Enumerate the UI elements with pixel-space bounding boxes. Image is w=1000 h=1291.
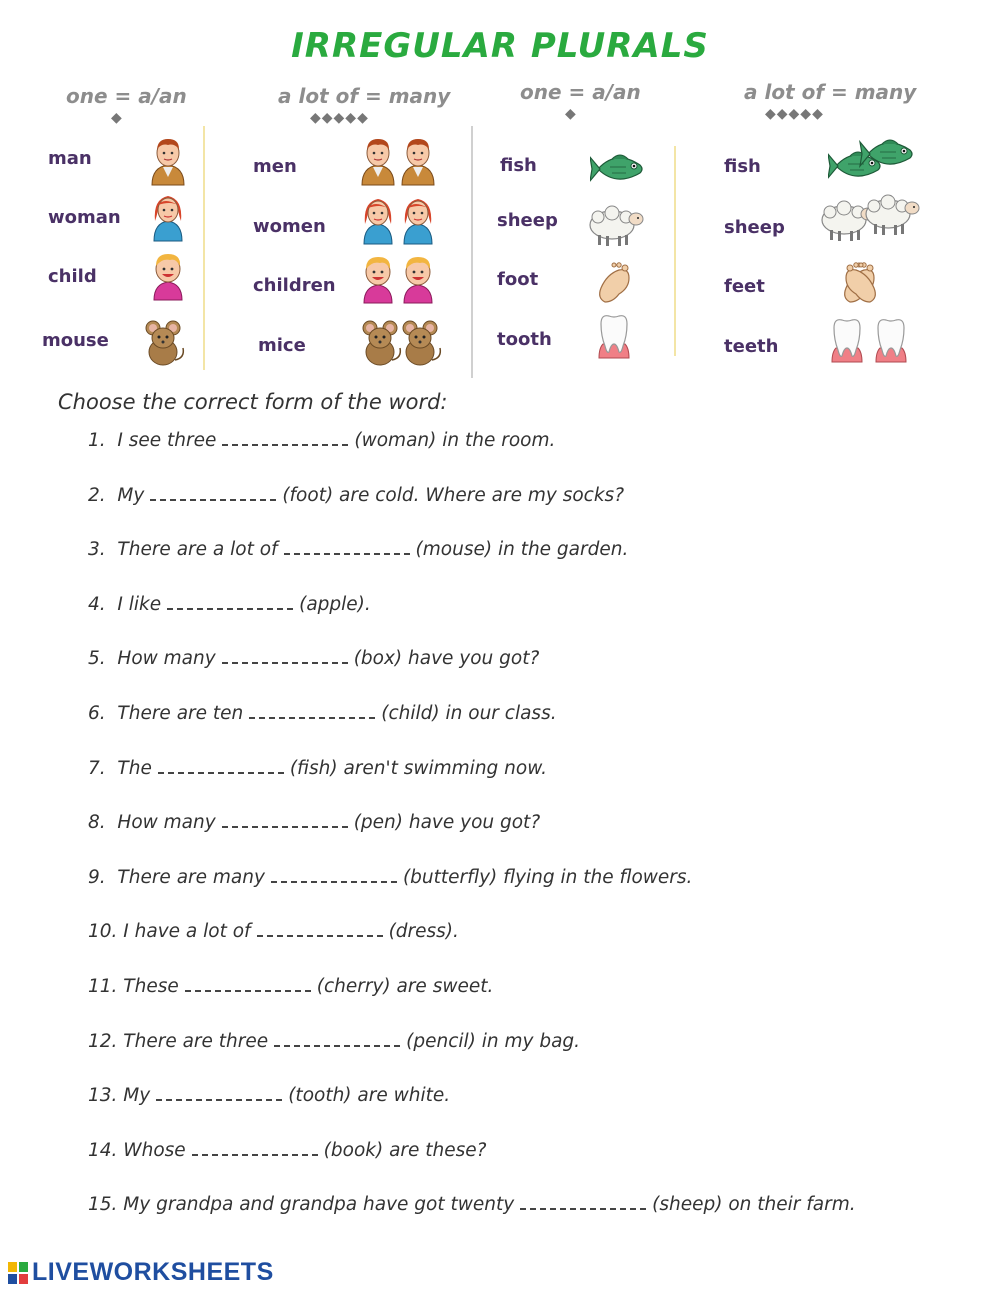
word-plural: mice — [258, 335, 306, 356]
divider — [674, 146, 676, 356]
word-singular: woman — [48, 207, 121, 228]
word-plural: sheep — [724, 217, 785, 238]
answer-blank[interactable] — [284, 539, 410, 555]
liveworksheets-logo-icon — [8, 1262, 28, 1284]
children-icon — [360, 255, 440, 305]
word-plural: feet — [724, 276, 765, 297]
exercise-item — [88, 648, 539, 669]
fish-icon — [590, 145, 654, 195]
woman-icon — [150, 193, 190, 243]
brand-name: LIVEWORKSHEETS — [32, 1258, 274, 1286]
word-plural: men — [253, 156, 297, 177]
divider — [471, 126, 473, 378]
exercise-hint: (woman) in the room. — [354, 430, 556, 451]
word-singular: mouse — [42, 330, 109, 351]
answer-blank[interactable] — [520, 1194, 646, 1210]
word-singular: fish — [500, 155, 537, 176]
mouse-icon — [145, 318, 189, 370]
answer-blank[interactable] — [222, 648, 348, 664]
exercise-prompt: 5. How many — [88, 648, 216, 670]
exercise-prompt: 14. Whose — [88, 1139, 186, 1161]
exercise-prompt: 11. These — [88, 976, 179, 997]
header-plural-right: a lot of = many — [744, 80, 917, 104]
header-plural-left: a lot of = many — [278, 84, 451, 108]
exercise-hint: (dress). — [388, 921, 459, 943]
exercise-item — [88, 1031, 580, 1052]
word-singular: man — [48, 148, 92, 169]
exercise-hint: (mouse) in the garden. — [415, 539, 629, 561]
exercise-hint: (apple). — [299, 593, 371, 615]
mice-icon — [362, 318, 446, 370]
exercise-item — [88, 976, 493, 997]
exercise-item — [88, 1194, 856, 1215]
exercise-prompt: 15. My grandpa and grandpa have got twenty — [88, 1194, 515, 1216]
exercise-item — [88, 485, 624, 506]
feet-icon — [840, 262, 920, 310]
exercise-hint: (fish) aren't swimming now. — [289, 757, 548, 779]
exercise-prompt: 2. My — [88, 484, 145, 506]
word-plural: women — [253, 216, 326, 237]
answer-blank[interactable] — [222, 812, 348, 828]
exercise-prompt: 8. How many — [88, 812, 216, 834]
header-singular-left: one = a/an — [66, 84, 187, 108]
footer — [8, 1258, 274, 1287]
answer-blank[interactable] — [257, 921, 383, 937]
sheep-icon — [588, 203, 652, 253]
exercise-prompt: 6. There are ten — [88, 703, 244, 724]
diamond-one-icon: ◆ — [565, 106, 577, 122]
exercise-prompt: 12. There are three — [88, 1030, 269, 1052]
exercise-item — [88, 758, 547, 779]
exercise-prompt: 7. The — [88, 757, 152, 779]
exercise-item — [88, 594, 371, 615]
divider — [203, 126, 205, 370]
exercise-prompt: 1. I see three — [88, 430, 217, 451]
word-plural: teeth — [724, 336, 779, 357]
word-plural: children — [253, 275, 336, 296]
exercise-item — [88, 921, 459, 942]
exercise-hint: (cherry) are sweet. — [316, 976, 494, 997]
exercise-prompt: 10. I have a lot of — [88, 921, 251, 943]
exercise-hint: (book) are these? — [323, 1139, 487, 1161]
teeth-icon — [828, 318, 920, 366]
men-icon — [360, 137, 440, 187]
exercise-hint: (sheep) on their farm. — [652, 1194, 856, 1216]
exercise-prompt: 3. There are a lot of — [88, 539, 278, 561]
answer-blank[interactable] — [158, 758, 284, 774]
exercise-prompt: 9. There are many — [88, 866, 265, 888]
word-singular: tooth — [497, 329, 552, 350]
answer-blank[interactable] — [167, 594, 293, 610]
instruction: Choose the correct form of the word: — [58, 390, 448, 414]
exercise-item — [88, 812, 540, 833]
diamond-many-icon: ◆◆◆◆◆ — [765, 106, 824, 122]
word-singular: sheep — [497, 210, 558, 231]
exercise-hint: (foot) are cold. Where are my socks? — [282, 484, 625, 506]
header-singular-right: one = a/an — [520, 80, 641, 104]
diamond-many-icon: ◆◆◆◆◆ — [310, 110, 369, 126]
answer-blank[interactable] — [249, 703, 375, 719]
exercise-hint: (pencil) in my bag. — [406, 1030, 581, 1052]
exercise-item — [88, 703, 557, 724]
exercise-item — [88, 1085, 450, 1106]
exercise-hint: (pen) have you got? — [353, 812, 541, 834]
exercise-hint: (butterfly) flying in the flowers. — [402, 866, 693, 888]
exercise-item — [88, 430, 555, 451]
exercise-item — [88, 539, 628, 560]
child-icon — [150, 252, 190, 302]
exercise-hint: (box) have you got? — [353, 648, 540, 670]
tooth-icon — [595, 314, 639, 362]
answer-blank[interactable] — [271, 867, 397, 883]
man-icon — [150, 137, 190, 187]
exercise-prompt: 4. I like — [88, 593, 162, 615]
exercise-hint: (tooth) are white. — [288, 1085, 451, 1107]
word-plural: fish — [724, 156, 761, 177]
exercise-prompt: 13. My — [88, 1085, 151, 1107]
answer-blank[interactable] — [150, 485, 276, 501]
word-singular: child — [48, 266, 97, 287]
answer-blank[interactable] — [185, 976, 311, 992]
foot-icon — [595, 262, 639, 308]
diamond-one-icon: ◆ — [111, 110, 123, 126]
answer-blank[interactable] — [156, 1085, 282, 1101]
answer-blank[interactable] — [192, 1140, 318, 1156]
word-singular: foot — [497, 269, 539, 290]
fish-plural-icon — [828, 130, 920, 186]
women-icon — [360, 196, 440, 246]
sheep-plural-icon — [820, 192, 924, 248]
page-title: IRREGULAR PLURALS — [291, 26, 709, 66]
exercise-hint: (child) in our class. — [381, 703, 557, 724]
exercise-item — [88, 1140, 487, 1161]
answer-blank[interactable] — [274, 1031, 400, 1047]
exercise-item — [88, 867, 692, 888]
answer-blank[interactable] — [222, 430, 348, 446]
